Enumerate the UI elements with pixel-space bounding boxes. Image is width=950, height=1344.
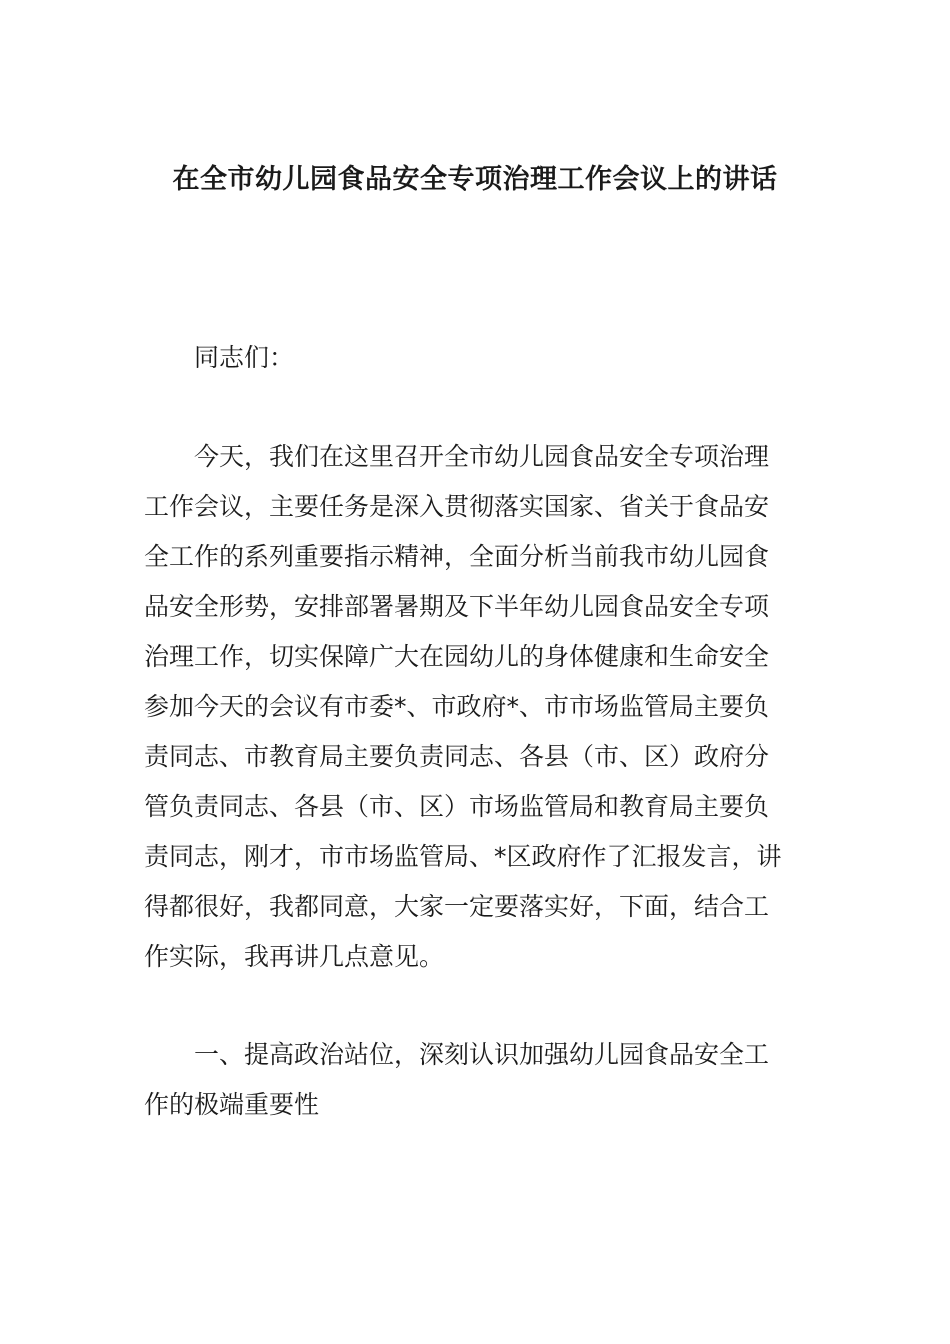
paragraph-line: 全工作的系列重要指示精神，全面分析当前我市幼儿园食 <box>144 542 770 571</box>
paragraph-line: 得都很好，我都同意，大家一定要落实好，下面，结合工 <box>144 892 770 921</box>
document-title: 在全市幼儿园食品安全专项治理工作会议上的讲话 <box>172 164 778 195</box>
paragraph-line: 责同志、市教育局主要负责同志、各县（市、区）政府分 <box>144 742 770 771</box>
paragraph-line: 责同志，刚才，市市场监管局、*区政府作了汇报发言，讲 <box>144 842 782 871</box>
paragraph-line: 品安全形势，安排部署暑期及下半年幼儿园食品安全专项 <box>144 592 770 621</box>
paragraph-opening <box>144 432 808 982</box>
paragraph-line: 管负责同志、各县（市、区）市场监管局和教育局主要负 <box>144 792 770 821</box>
section-heading-1 <box>144 1030 808 1130</box>
salutation: 同志们： <box>194 343 295 372</box>
paragraph-line: 治理工作，切实保障广大在园幼儿的身体健康和生命安全 <box>144 642 770 671</box>
paragraph-line: 工作会议，主要任务是深入贯彻落实国家、省关于食品安 <box>144 492 770 521</box>
paragraph-line: 今天，我们在这里召开全市幼儿园食品安全专项治理 <box>194 442 770 471</box>
paragraph-line: 参加今天的会议有市委*、市政府*、市市场监管局主要负 <box>144 692 770 721</box>
heading-line: 作的极端重要性 <box>144 1090 320 1119</box>
heading-line: 一、提高政治站位，深刻认识加强幼儿园食品安全工 <box>194 1040 770 1069</box>
paragraph-line: 作实际，我再讲几点意见。 <box>144 942 445 971</box>
